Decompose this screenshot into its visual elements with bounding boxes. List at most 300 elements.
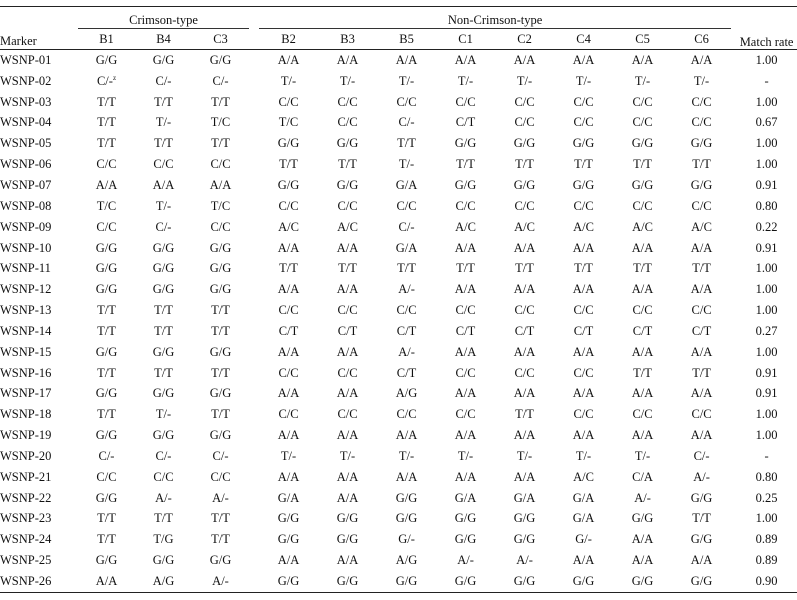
noncrimson-genotype-cell: G/G [277,511,300,526]
table-row [0,363,797,384]
marker-cell: WSNP-22 [0,490,52,505]
group-gap [249,7,259,29]
noncrimson-genotype-cell: G/G [454,511,477,526]
crimson-genotype-cell: T/T [97,365,116,380]
noncrimson-genotype-cell: A/A [690,428,713,443]
noncrimson-genotype-cell: G/A [572,490,595,505]
table-row [0,71,797,92]
noncrimson-genotype-cell: G/G [690,532,713,547]
match-rate-cell: 1.00 [755,261,778,276]
match-rate-cell: - [764,73,769,88]
crimson-genotype-cell: G/G [95,428,118,443]
crimson-genotype-cell: C/- [155,219,172,234]
noncrimson-genotype-cell: C/C [278,407,299,422]
noncrimson-genotype-cell: T/T [574,157,593,172]
noncrimson-genotype-cell: C/C [455,198,476,213]
noncrimson-genotype-cell: G/G [631,177,654,192]
noncrimson-genotype-cell: C/- [398,219,415,234]
noncrimson-genotype-cell: T/T [633,261,652,276]
crimson-genotype-cell: G/G [152,386,175,401]
noncrimson-genotype-cell: G/G [631,136,654,151]
noncrimson-genotype-cell: A/A [277,469,300,484]
table-row [0,342,797,363]
noncrimson-genotype-cell: G/G [572,177,595,192]
noncrimson-genotype-cell: A/A [277,52,300,67]
crimson-genotype-cell: G/G [95,386,118,401]
match-rate-cell: - [764,448,769,463]
noncrimson-genotype-cell: C/C [691,94,712,109]
noncrimson-genotype-cell: G/G [513,532,536,547]
crimson-genotype-cell: C/C [96,469,117,484]
crimson-genotype-cell: G/G [209,428,232,443]
group-gap [249,384,259,405]
noncrimson-genotype-cell: C/C [337,94,358,109]
noncrimson-genotype-cell: C/C [455,365,476,380]
noncrimson-genotype-cell: T/- [634,448,651,463]
marker-cell: WSNP-10 [0,240,52,255]
noncrimson-genotype-cell: A/A [631,282,654,297]
table-row [0,154,797,175]
table-body [0,50,797,593]
noncrimson-genotype-cell: A/A [631,344,654,359]
noncrimson-genotype-cell: C/C [337,303,358,318]
crimson-genotype-cell: T/T [154,136,173,151]
noncrimson-genotype-cell: A/C [632,219,653,234]
noncrimson-genotype-cell: G/G [495,571,554,592]
marker-cell: WSNP-07 [0,177,52,192]
noncrimson-genotype-cell: T/T [338,157,357,172]
noncrimson-genotype-cell: C/C [278,303,299,318]
match-rate-cell: 0.91 [755,365,778,380]
noncrimson-genotype-cell: A/A [690,240,713,255]
table-row [0,425,797,446]
noncrimson-genotype-cell: C/T [337,323,358,338]
noncrimson-genotype-cell: T/- [516,448,533,463]
match-rate-cell: 0.91 [755,386,778,401]
crimson-genotype-cell: T/T [211,136,230,151]
noncrimson-genotype-cell: T/- [693,73,710,88]
noncrimson-genotype-cell: G/G [436,571,495,592]
noncrimson-genotype-cell: A/- [693,469,710,484]
noncrimson-genotype-cell: A/A [454,386,477,401]
noncrimson-genotype-cell: G/A [513,490,536,505]
noncrimson-genotype-cell: C/C [514,365,535,380]
noncrimson-genotype-cell: C/C [573,407,594,422]
group-gap [249,342,259,363]
crimson-genotype-cell: G/G [209,282,232,297]
noncrimson-genotype-cell: T/- [575,448,592,463]
col-header-b4: B4 [135,29,192,50]
match-rate-cell: 0.90 [731,571,797,592]
table-row [0,321,797,342]
noncrimson-genotype-cell: C/C [573,198,594,213]
marker-cell: WSNP-12 [0,282,52,297]
noncrimson-genotype-cell: C/C [514,198,535,213]
group-gap [249,363,259,384]
noncrimson-genotype-cell: C/C [514,115,535,130]
noncrimson-genotype-cell: T/T [633,365,652,380]
noncrimson-genotype-cell: G/G [513,136,536,151]
group-gap [249,175,259,196]
match-rate-cell: 0.89 [755,553,778,568]
marker-cell: WSNP-09 [0,219,52,234]
noncrimson-genotype-cell: G/G [318,571,377,592]
noncrimson-genotype-cell: C/C [278,94,299,109]
marker-column-header: Marker [0,7,78,50]
match-rate-cell: 0.91 [755,177,778,192]
crimson-genotype-cell: G/G [152,261,175,276]
noncrimson-genotype-cell: T/T [574,261,593,276]
noncrimson-genotype-cell: T/T [515,407,534,422]
group-gap [249,196,259,217]
noncrimson-genotype-cell: A/A [454,52,477,67]
group-gap [249,92,259,113]
group-gap [249,509,259,530]
noncrimson-genotype-cell: T/- [398,73,415,88]
marker-cell: WSNP-17 [0,386,52,401]
crimson-genotype-cell: T/T [154,365,173,380]
noncrimson-genotype-cell: T/- [398,448,415,463]
noncrimson-genotype-cell: C/C [573,303,594,318]
noncrimson-genotype-cell: G/G [336,177,359,192]
noncrimson-genotype-cell: G/G [454,136,477,151]
noncrimson-genotype-cell: T/- [457,448,474,463]
marker-cell: WSNP-23 [0,511,52,526]
table-row [0,113,797,134]
noncrimson-genotype-cell: T/T [279,261,298,276]
crimson-genotype-cell: C/-$^z$ [96,73,117,88]
noncrimson-genotype-cell: A/A [277,428,300,443]
crimson-genotype-cell: T/T [97,532,116,547]
crimson-genotype-cell: T/T [97,94,116,109]
noncrimson-genotype-cell: G/G [336,511,359,526]
noncrimson-genotype-cell: C/C [632,94,653,109]
col-header-b2: B2 [259,29,318,50]
noncrimson-genotype-cell: T/T [692,261,711,276]
table-row [0,550,797,571]
crimson-genotype-cell: T/- [155,198,172,213]
noncrimson-genotype-cell: T/- [339,73,356,88]
crimson-genotype-cell: T/T [154,94,173,109]
noncrimson-genotype-cell: A/A [572,428,595,443]
noncrimson-genotype-cell: A/A [336,282,359,297]
crimson-genotype-cell: G/G [209,386,232,401]
noncrimson-genotype-cell: A/A [336,52,359,67]
noncrimson-genotype-cell: G/G [454,532,477,547]
crimson-genotype-cell: G/G [152,52,175,67]
noncrimson-genotype-cell: A/A [277,344,300,359]
crimson-genotype-cell: T/C [210,115,231,130]
crimson-genotype-cell: A/- [212,490,229,505]
crimson-genotype-cell: A/A [95,177,118,192]
crimson-genotype-cell: T/- [155,407,172,422]
match-rate-cell: 1.00 [755,94,778,109]
crimson-genotype-cell: A/G [135,571,192,592]
marker-cell: WSNP-04 [0,115,52,130]
noncrimson-genotype-cell: A/- [634,490,651,505]
noncrimson-genotype-cell: A/A [572,240,595,255]
table-row [0,529,797,550]
table-row [0,175,797,196]
noncrimson-genotype-cell: A/- [398,282,415,297]
marker-cell: WSNP-11 [0,261,51,276]
table-row [0,279,797,300]
noncrimson-genotype-cell: C/C [278,365,299,380]
crimson-genotype-cell: T/T [154,511,173,526]
noncrimson-genotype-cell: G/G [613,571,672,592]
noncrimson-genotype-cell: T/- [457,73,474,88]
crimson-genotype-cell: G/G [209,52,232,67]
noncrimson-genotype-cell: C/A [632,469,653,484]
crimson-genotype-cell: G/G [209,240,232,255]
noncrimson-genotype-cell: A/A [336,428,359,443]
marker-cell: WSNP-19 [0,428,52,443]
match-rate-cell: 0.91 [755,240,778,255]
crimson-genotype-cell: A/A [152,177,175,192]
noncrimson-genotype-cell: A/A [454,240,477,255]
noncrimson-genotype-cell: C/C [691,198,712,213]
table-row [0,300,797,321]
group-gap [249,404,259,425]
noncrimson-genotype-cell: A/C [573,219,594,234]
crimson-genotype-cell: C/C [96,219,117,234]
noncrimson-genotype-cell: C/C [396,198,417,213]
noncrimson-genotype-cell: C/C [337,198,358,213]
table-row [0,446,797,467]
noncrimson-genotype-cell: A/A [277,282,300,297]
crimson-genotype-cell: C/- [155,448,172,463]
crimson-genotype-cell: G/G [152,553,175,568]
noncrimson-genotype-cell: A/A [631,532,654,547]
col-header-c4: C4 [554,29,613,50]
noncrimson-genotype-cell: G/A [572,511,595,526]
noncrimson-genotype-cell: G/A [395,177,418,192]
group-gap [249,154,259,175]
crimson-genotype-cell: G/G [209,344,232,359]
noncrimson-genotype-cell: A/A [690,52,713,67]
crimson-genotype-cell: T/T [211,407,230,422]
noncrimson-genotype-cell: A/A [513,240,536,255]
marker-cell: WSNP-20 [0,448,52,463]
group-gap [249,321,259,342]
col-header-b5: B5 [377,29,436,50]
noncrimson-genotype-cell: A/A [572,282,595,297]
group-gap [249,300,259,321]
noncrimson-genotype-cell: G/G [395,490,418,505]
noncrimson-genotype-cell: A/A [690,282,713,297]
match-rate-cell: 0.25 [755,490,778,505]
noncrimson-genotype-cell: A/G [395,386,418,401]
table-row [0,404,797,425]
table-row [0,238,797,259]
noncrimson-genotype-cell: A/C [514,219,535,234]
noncrimson-genotype-cell: C/C [396,407,417,422]
noncrimson-genotype-cell: G/A [277,490,300,505]
group-gap [249,550,259,571]
crimson-genotype-cell: C/C [153,157,174,172]
noncrimson-genotype-cell: G/G [259,571,318,592]
noncrimson-genotype-cell: G/G [513,177,536,192]
noncrimson-genotype-cell: T/T [397,136,416,151]
noncrimson-genotype-cell: C/C [573,115,594,130]
group-gap [249,571,259,592]
match-rate-column-header: Match rate [731,7,797,50]
crimson-genotype-cell: C/C [153,469,174,484]
crimson-type-group-header: Crimson-type [78,7,249,29]
table-row [0,50,797,71]
col-header-c3: C3 [192,29,249,50]
table-row [0,196,797,217]
noncrimson-genotype-cell: C/C [573,365,594,380]
crimson-genotype-cell: G/G [95,282,118,297]
group-gap [249,488,259,509]
noncrimson-genotype-cell: A/A [454,469,477,484]
noncrimson-genotype-cell: A/C [337,219,358,234]
noncrimson-genotype-cell: A/A [513,386,536,401]
crimson-genotype-cell: C/C [210,469,231,484]
noncrimson-genotype-cell: G/G [690,136,713,151]
crimson-genotype-cell: T/T [211,532,230,547]
table-row [0,258,797,279]
marker-cell: WSNP-03 [0,94,52,109]
match-rate-cell: 1.00 [755,511,778,526]
marker-cell: WSNP-16 [0,365,52,380]
crimson-genotype-cell: T/T [211,365,230,380]
group-gap [249,50,259,71]
noncrimson-genotype-cell: C/C [573,94,594,109]
noncrimson-genotype-cell: A/A [336,490,359,505]
noncrimson-genotype-cell: A/A [690,386,713,401]
match-rate-cell: 0.67 [755,115,778,130]
noncrimson-genotype-cell: A/A [513,469,536,484]
table-row [0,217,797,238]
crimson-genotype-cell: G/G [95,240,118,255]
noncrimson-genotype-cell: G/G [554,571,613,592]
noncrimson-genotype-cell: A/A [454,344,477,359]
noncrimson-genotype-cell: T/T [338,261,357,276]
noncrimson-genotype-cell: A/A [572,386,595,401]
noncrimson-genotype-cell: C/C [337,115,358,130]
noncrimson-genotype-cell: A/A [454,428,477,443]
noncrimson-genotype-cell: C/C [632,407,653,422]
group-gap [249,446,259,467]
crimson-genotype-cell: G/G [95,261,118,276]
noncrimson-genotype-cell: C/T [691,323,712,338]
match-rate-cell: 0.89 [755,532,778,547]
noncrimson-genotype-cell: C/C [396,94,417,109]
noncrimson-genotype-cell: A/A [690,344,713,359]
match-rate-cell: 1.00 [755,344,778,359]
marker-cell: WSNP-02 [0,73,52,88]
crimson-genotype-cell: T/T [97,303,116,318]
col-header-c1: C1 [436,29,495,50]
noncrimson-genotype-cell: G/G [572,136,595,151]
noncrimson-genotype-cell: A/A [631,428,654,443]
marker-cell: WSNP-05 [0,136,52,151]
noncrimson-genotype-cell: G/G [336,532,359,547]
noncrimson-genotype-cell: C/T [514,323,535,338]
noncrimson-genotype-cell: T/T [692,365,711,380]
marker-cell: WSNP-15 [0,344,52,359]
group-gap [249,467,259,488]
noncrimson-genotype-cell: A/A [336,553,359,568]
noncrimson-genotype-cell: A/A [572,553,595,568]
noncrimson-genotype-cell: A/A [336,240,359,255]
crimson-genotype-cell: C/- [212,73,229,88]
crimson-genotype-cell: T/T [211,323,230,338]
noncrimson-genotype-cell: A/A [513,344,536,359]
crimson-genotype-cell: G/G [152,240,175,255]
marker-cell: WSNP-24 [0,532,52,547]
noncrimson-genotype-cell: C/C [337,365,358,380]
table-row [0,133,797,154]
marker-cell: WSNP-18 [0,407,52,422]
noncrimson-genotype-cell: A/C [278,219,299,234]
marker-cell: WSNP-25 [0,553,52,568]
crimson-genotype-cell: T/T [154,303,173,318]
match-rate-cell: 1.00 [755,136,778,151]
crimson-genotype-cell: G/G [152,282,175,297]
noncrimson-genotype-cell: A/A [631,386,654,401]
match-rate-cell: 1.00 [755,303,778,318]
crimson-genotype-cell: T/- [155,115,172,130]
crimson-genotype-cell: G/G [95,553,118,568]
noncrimson-genotype-cell: C/C [632,303,653,318]
col-header-b1: B1 [78,29,135,50]
noncrimson-genotype-cell: A/A [277,553,300,568]
noncrimson-genotype-cell: G/- [575,532,592,547]
noncrimson-genotype-cell: A/A [395,428,418,443]
noncrimson-genotype-cell: C/T [632,323,653,338]
col-header-c6: C6 [672,29,731,50]
marker-cell: WSNP-21 [0,469,52,484]
noncrimson-genotype-cell: A/A [513,428,536,443]
crimson-genotype-cell: G/G [209,261,232,276]
group-gap [249,113,259,134]
noncrimson-genotype-cell: A/A [277,386,300,401]
group-gap [249,217,259,238]
noncrimson-genotype-cell: T/T [692,511,711,526]
noncrimson-genotype-cell: A/- [398,344,415,359]
noncrimson-genotype-cell: T/T [633,157,652,172]
crimson-genotype-cell: T/T [211,303,230,318]
noncrimson-genotype-cell: G/G [395,511,418,526]
noncrimson-genotype-cell: G/G [454,177,477,192]
noncrimson-genotype-cell: G/A [395,240,418,255]
marker-cell: WSNP-14 [0,323,52,338]
noncrimson-genotype-cell: G/G [513,511,536,526]
noncrimson-genotype-cell: A/C [691,219,712,234]
noncrimson-genotype-cell: T/T [456,261,475,276]
crimson-genotype-cell: C/C [96,157,117,172]
crimson-genotype-cell: G/G [95,344,118,359]
group-gap [249,258,259,279]
crimson-genotype-cell: G/G [152,344,175,359]
noncrimson-genotype-cell: G/G [377,571,436,592]
noncrimson-genotype-cell: T/- [516,73,533,88]
crimson-genotype-cell: G/G [95,490,118,505]
crimson-genotype-cell: T/G [153,532,174,547]
noncrimson-genotype-cell: A/A [336,344,359,359]
noncrimson-genotype-cell: T/- [339,448,356,463]
table-row [0,384,797,405]
crimson-genotype-cell: T/T [211,511,230,526]
noncrimson-genotype-cell: C/C [396,303,417,318]
noncrimson-genotype-cell: C/C [691,115,712,130]
footnote-mark: z [112,73,117,82]
noncrimson-genotype-cell: G/G [690,490,713,505]
crimson-genotype-cell: A/A [78,571,135,592]
